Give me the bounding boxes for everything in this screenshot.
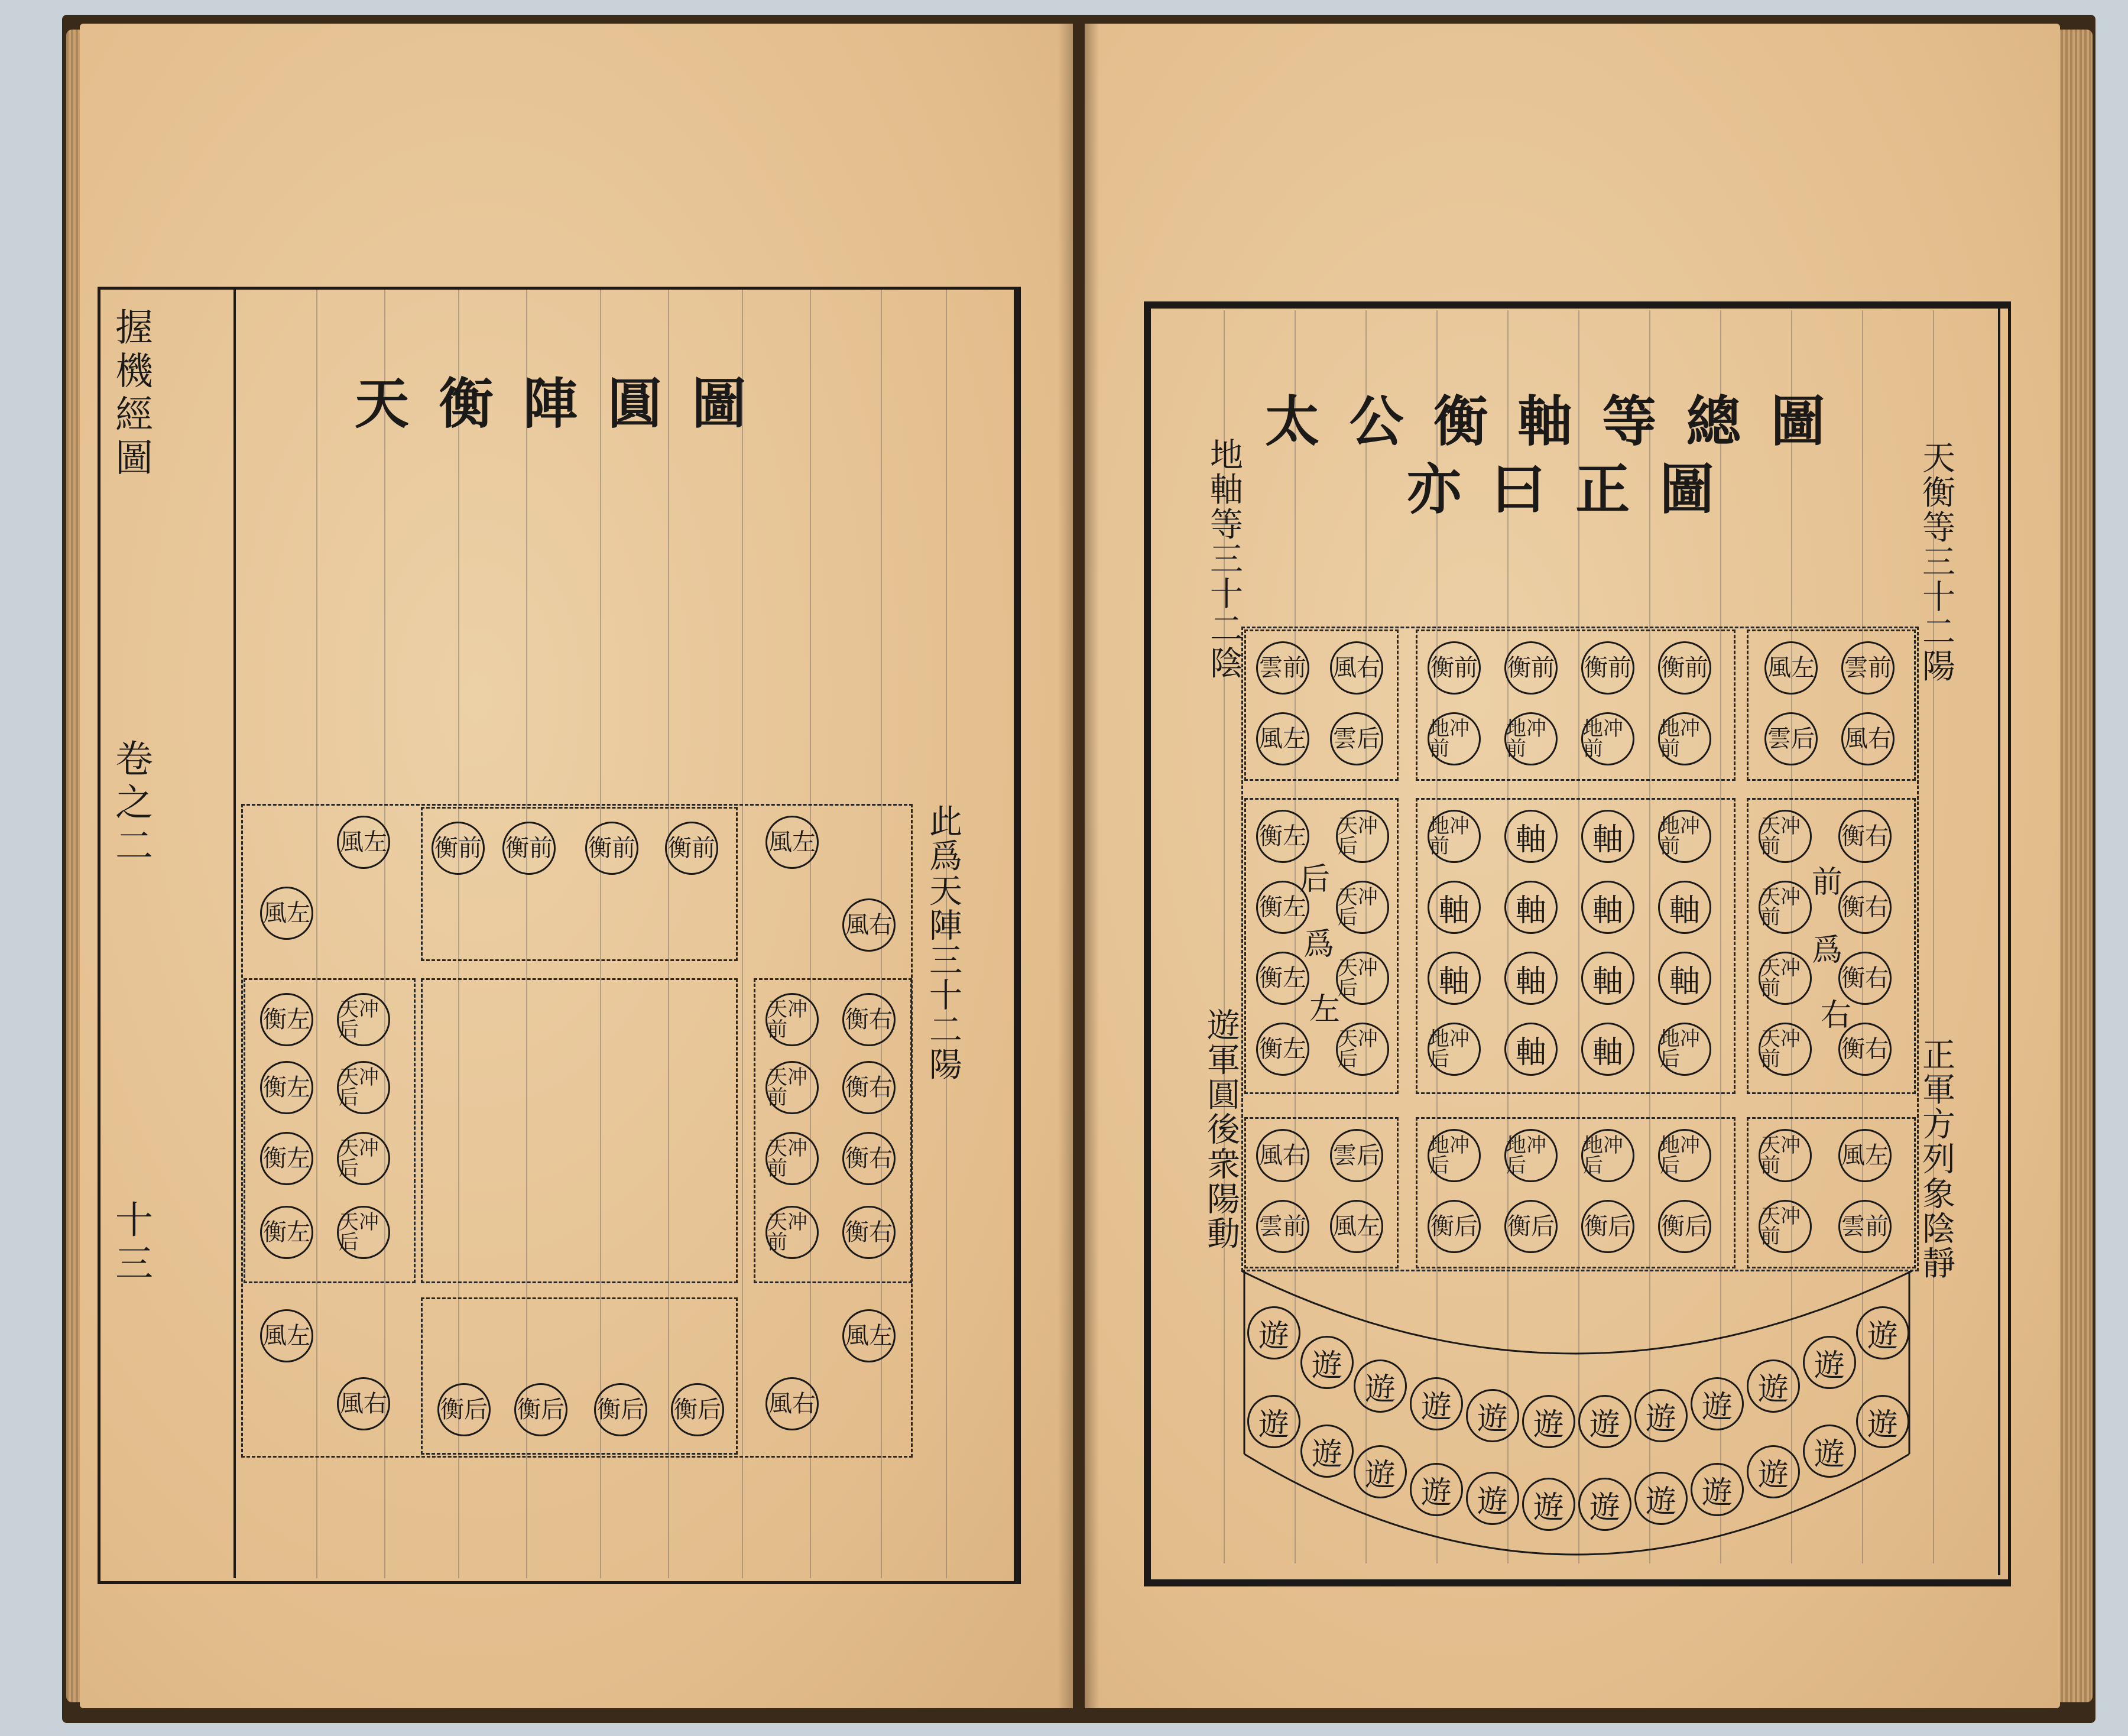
unit-seal-you: 遊	[1634, 1389, 1688, 1442]
unit-seal-heng_front: 衡前	[1658, 641, 1711, 695]
label-qian: 前	[1812, 865, 1843, 900]
unit-seal-tian_rear: 天冲后	[1336, 952, 1389, 1005]
unit-seal-yun_front: 雲前	[1838, 1200, 1892, 1253]
unit-seal-di_front: 地冲前	[1581, 712, 1634, 765]
unit-seal-you: 遊	[1691, 1377, 1744, 1430]
label-wei-right: 爲	[1812, 933, 1843, 968]
unit-seal-tian_rear: 天冲后	[337, 993, 390, 1046]
unit-seal-feng_left: 風左	[1764, 641, 1818, 695]
margin-folio: 十三	[109, 1200, 153, 1287]
unit-seal-rear: 衡后	[437, 1383, 491, 1436]
note-left-bottom: 遊軍圓後衆陽動	[1202, 1008, 1240, 1251]
unit-seal-tian_front: 天冲前	[765, 1132, 819, 1185]
note-right-top: 天衡等三十二陽	[1917, 440, 1955, 684]
unit-seal-yun_front: 雲前	[1841, 641, 1895, 695]
unit-seal-feng_left: 風左	[842, 1309, 896, 1362]
unit-seal-tian_front: 天冲前	[1759, 952, 1812, 1005]
unit-seal-zhou: 軸	[1504, 881, 1558, 934]
unit-seal-di_front: 地冲前	[1658, 712, 1711, 765]
unit-seal-you: 遊	[1522, 1478, 1575, 1531]
unit-seal-heng_left: 衡左	[1256, 810, 1309, 863]
unit-seal-feng_left: 風左	[260, 887, 313, 940]
unit-seal-you: 遊	[1578, 1395, 1631, 1448]
unit-seal-you: 遊	[1803, 1336, 1856, 1389]
unit-seal-you: 遊	[1691, 1463, 1744, 1516]
unit-seal-tian_rear: 天冲后	[337, 1132, 390, 1185]
unit-seal-zhou: 軸	[1581, 1023, 1634, 1076]
unit-seal-feng_right: 風右	[337, 1377, 390, 1430]
subtitle: 亦曰正圖	[1407, 457, 1744, 521]
unit-seal-yun_front: 雲前	[1256, 641, 1309, 695]
unit-seal-left: 衡左	[260, 1206, 313, 1259]
unit-seal-you: 遊	[1410, 1377, 1463, 1430]
unit-seal-front_qianfeng: 衡前	[502, 822, 556, 875]
unit-seal-feng_right: 風右	[1330, 641, 1383, 695]
unit-seal-you: 遊	[1300, 1336, 1354, 1389]
unit-seal-tian_front: 天冲前	[765, 993, 819, 1046]
unit-seal-tian_front: 天冲前	[1759, 1129, 1812, 1182]
unit-seal-heng_front: 衡前	[1581, 641, 1634, 695]
unit-seal-left: 衡左	[260, 1132, 313, 1185]
unit-seal-feng_right: 風右	[1841, 712, 1895, 765]
unit-seal-heng_left: 衡左	[1256, 1023, 1309, 1076]
unit-seal-you: 遊	[1410, 1463, 1463, 1516]
unit-seal-heng_right: 衡右	[1838, 810, 1892, 863]
unit-seal-di_rear: 地冲后	[1504, 1129, 1558, 1182]
side-note: 此爲天陣三十二陽	[924, 804, 962, 1082]
unit-seal-di_rear: 地冲后	[1658, 1129, 1711, 1182]
unit-seal-yun_rear: 雲后	[1764, 712, 1818, 765]
unit-seal-feng_left: 風左	[1330, 1200, 1383, 1253]
unit-seal-right: 衡右	[842, 993, 896, 1046]
unit-seal-feng_left: 風左	[337, 816, 390, 869]
unit-seal-tian_rear: 天冲后	[337, 1206, 390, 1259]
unit-seal-tian_front: 天冲前	[765, 1206, 819, 1259]
unit-seal-you: 遊	[1354, 1445, 1407, 1498]
unit-seal-zhou: 軸	[1428, 952, 1481, 1005]
unit-seal-rear: 衡后	[594, 1383, 647, 1436]
unit-seal-you: 遊	[1856, 1306, 1909, 1359]
unit-seal-you: 遊	[1578, 1478, 1631, 1531]
unit-seal-zhou: 軸	[1581, 952, 1634, 1005]
unit-seal-zhou: 軸	[1581, 881, 1634, 934]
unit-seal-you: 遊	[1803, 1425, 1856, 1478]
unit-seal-you: 遊	[1634, 1472, 1688, 1525]
unit-seal-feng_left: 風左	[765, 816, 819, 869]
unit-seal-zhou: 軸	[1504, 1023, 1558, 1076]
unit-seal-heng_left: 衡左	[1256, 952, 1309, 1005]
unit-seal-di_rear: 地冲后	[1658, 1023, 1711, 1076]
unit-seal-zhou: 軸	[1658, 881, 1711, 934]
unit-seal-tian_rear: 天冲后	[1336, 881, 1389, 934]
unit-seal-heng_right: 衡右	[1838, 952, 1892, 1005]
unit-seal-tian_front: 天冲前	[1759, 1200, 1812, 1253]
page-title: 天衡陣圓圖	[355, 372, 776, 436]
unit-seal-tian_front: 天冲前	[1759, 1023, 1812, 1076]
unit-seal-heng_right: 衡右	[1838, 881, 1892, 934]
unit-seal-you: 遊	[1856, 1395, 1909, 1448]
unit-seal-feng_left: 風左	[1256, 712, 1309, 765]
unit-seal-yun_front: 雲前	[1256, 1200, 1309, 1253]
unit-seal-heng_rear: 衡后	[1658, 1200, 1711, 1253]
unit-seal-left: 衡左	[260, 1061, 313, 1114]
unit-seal-right: 衡右	[842, 1132, 896, 1185]
margin-volume: 卷之二	[109, 739, 153, 869]
unit-seal-you: 遊	[1354, 1359, 1407, 1413]
unit-seal-front_qianfeng: 衡前	[665, 822, 718, 875]
main-title: 太公衡軸等總圖	[1265, 390, 1855, 453]
unit-seal-rear: 衡后	[514, 1383, 567, 1436]
unit-seal-tian_front: 天冲前	[1759, 810, 1812, 863]
unit-seal-you: 遊	[1300, 1425, 1354, 1478]
unit-seal-front_qianfeng: 衡前	[432, 822, 485, 875]
unit-seal-heng_rear: 衡后	[1428, 1200, 1481, 1253]
label-wei-left: 爲	[1303, 927, 1335, 962]
unit-seal-tian_front: 天冲前	[1759, 881, 1812, 934]
unit-seal-zhou: 軸	[1504, 810, 1558, 863]
unit-seal-front_qianfeng: 衡前	[585, 822, 638, 875]
unit-seal-right: 衡右	[842, 1061, 896, 1114]
unit-seal-tian_rear: 天冲后	[1336, 810, 1389, 863]
unit-seal-rear: 衡后	[671, 1383, 724, 1436]
label-hou: 后	[1299, 862, 1331, 897]
unit-seal-you: 遊	[1466, 1472, 1519, 1525]
unit-seal-di_front: 地冲前	[1428, 712, 1481, 765]
unit-seal-you: 遊	[1247, 1395, 1300, 1448]
unit-seal-di_front: 地冲前	[1504, 712, 1558, 765]
unit-seal-feng_left: 風左	[260, 1309, 313, 1362]
unit-seal-heng_front: 衡前	[1428, 641, 1481, 695]
unit-seal-feng_right: 風右	[1256, 1129, 1309, 1182]
unit-seal-feng_left: 風左	[1838, 1129, 1892, 1182]
unit-seal-di_rear: 地冲后	[1428, 1023, 1481, 1076]
unit-seal-feng_right: 風右	[765, 1377, 819, 1430]
unit-seal-you: 遊	[1747, 1359, 1800, 1413]
margin-book-title: 握機經圖	[109, 307, 153, 482]
note-left-top: 地軸等三十二陰	[1205, 437, 1243, 681]
label-you: 右	[1821, 998, 1852, 1033]
unit-seal-left: 衡左	[260, 993, 313, 1046]
unit-seal-you: 遊	[1466, 1389, 1519, 1442]
unit-seal-zhou: 軸	[1428, 881, 1481, 934]
unit-seal-heng_rear: 衡后	[1504, 1200, 1558, 1253]
unit-seal-yun_rear: 雲后	[1330, 712, 1383, 765]
unit-seal-you: 遊	[1522, 1395, 1575, 1448]
unit-seal-zhou: 軸	[1581, 810, 1634, 863]
unit-seal-di_front: 地冲前	[1428, 810, 1481, 863]
unit-seal-zhou: 軸	[1504, 952, 1558, 1005]
unit-seal-yun_rear: 雲后	[1330, 1129, 1383, 1182]
unit-seal-di_rear: 地冲后	[1581, 1129, 1634, 1182]
unit-seal-tian_front: 天冲前	[765, 1061, 819, 1114]
unit-seal-tian_rear: 天冲后	[1336, 1023, 1389, 1076]
note-right-bottom: 正軍方列象陰靜	[1917, 1037, 1955, 1281]
unit-seal-right: 衡右	[842, 1206, 896, 1259]
unit-seal-heng_left: 衡左	[1256, 881, 1309, 934]
unit-seal-heng_right: 衡右	[1838, 1023, 1892, 1076]
unit-seal-you: 遊	[1747, 1445, 1800, 1498]
unit-seal-you: 遊	[1247, 1306, 1300, 1359]
label-zuo: 左	[1309, 992, 1341, 1027]
unit-seal-di_front: 地冲前	[1658, 810, 1711, 863]
unit-seal-heng_rear: 衡后	[1581, 1200, 1634, 1253]
unit-seal-zhou: 軸	[1658, 952, 1711, 1005]
unit-seal-tian_rear: 天冲后	[337, 1061, 390, 1114]
unit-seal-di_rear: 地冲后	[1428, 1129, 1481, 1182]
unit-seal-heng_front: 衡前	[1504, 641, 1558, 695]
unit-seal-feng_right: 風右	[842, 898, 896, 952]
